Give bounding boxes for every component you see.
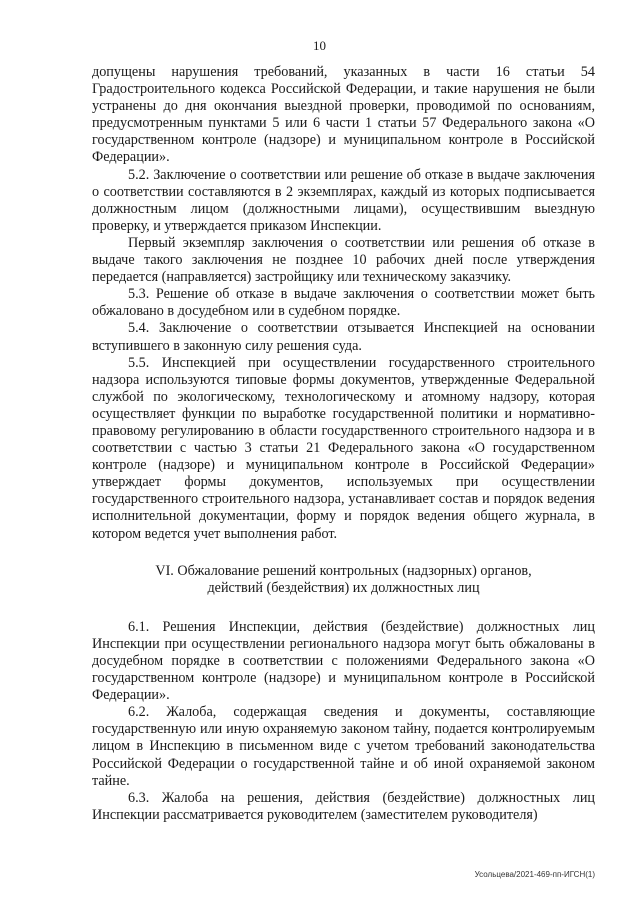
paragraph-5-5: 5.5. Инспекцией при осуществлении государственного строительного надзора используются типовые формы документов, утвержденные Федеральной службой по экологическому, технологическому и атомному надзору, которая осуществляет функции по выработке государственной политики и нормативно-правовому регулированию в области государственного строительного надзора и в соответствии с частью 3 статьи 21 Федерального закона «О государственном контроле (надзоре) и муниципальном контроле в Российской Федерации» утверждает формы документов, используемых при осуществлении государственного строительного надзора, устанавливает состав и порядок ведения исполнительной документации, форму и порядок ведения общего журнала, в котором ведется учет выполнения работ.	[92, 354, 595, 542]
paragraph-first-copy: Первый экземпляр заключения о соответствии или решения об отказе в выдаче такого заключения не позднее 10 рабочих дней после утверждения передается (направляется) застройщику или техническому заказчику.	[92, 234, 595, 286]
paragraph-6-1: 6.1. Решения Инспекции, действия (бездействие) должностных лиц Инспекции при осуществлении регионального надзора могут быть обжалованы в досудебном порядке в соответствии с положениями Федерального закона «О государственном контроле (надзоре) и муниципальном контроле в Российской Федерации».	[92, 618, 595, 704]
section-heading-line-2: действий (бездействия) их должностных лиц	[207, 579, 480, 596]
paragraph-6-3: 6.3. Жалоба на решения, действия (бездействие) должностных лиц Инспекции рассматривается руководителем (заместителем руководителя)	[92, 789, 595, 823]
paragraph-5-2: 5.2. Заключение о соответствии или решение об отказе в выдаче заключения о соответствии составляются в 2 экземплярах, каждый из которых подписывается должностным лицом (должностными лицами), осуществившим выездную проверку, и утверждается приказом Инспекции.	[92, 166, 595, 234]
paragraph-5-4: 5.4. Заключение о соответствии отзывается Инспекцией на основании вступившего в законную силу решения суда.	[92, 320, 595, 354]
page-number: 10	[313, 38, 326, 53]
document-body	[92, 64, 595, 824]
paragraph-6-2: 6.2. Жалоба, содержащая сведения и документы, составляющие государственную или иную охраняемую законом тайну, подается контролируемым лицом в Инспекцию в письменном виде с учетом требований законодательства Российской Федерации о государственной тайне и об иной охраняемой законом тайне.	[92, 704, 595, 789]
paragraph-5-3: 5.3. Решение об отказе в выдаче заключения о соответствии может быть обжаловано в досудебном или в судебном порядке.	[92, 286, 595, 320]
document-footer-code: Усольцева/2021-469-пп-ИГСН(1)	[474, 870, 595, 879]
section-heading-line-1: VI. Обжалование решений контрольных (надзорных) органов,	[155, 562, 532, 579]
paragraph-continuation: допущены нарушения требований, указанных в части 16 статьи 54 Градостроительного кодекса Российской Федерации, и такие нарушения не были устранены до дня окончания выездной проверки, проводимой по основаниям, предусмотренным пунктами 5 или 6 части 1 статьи 57 Федерального закона «О государственном контроле (надзоре) и муниципальном контроле в Российской Федерации».	[92, 64, 595, 166]
section-heading	[92, 563, 595, 597]
